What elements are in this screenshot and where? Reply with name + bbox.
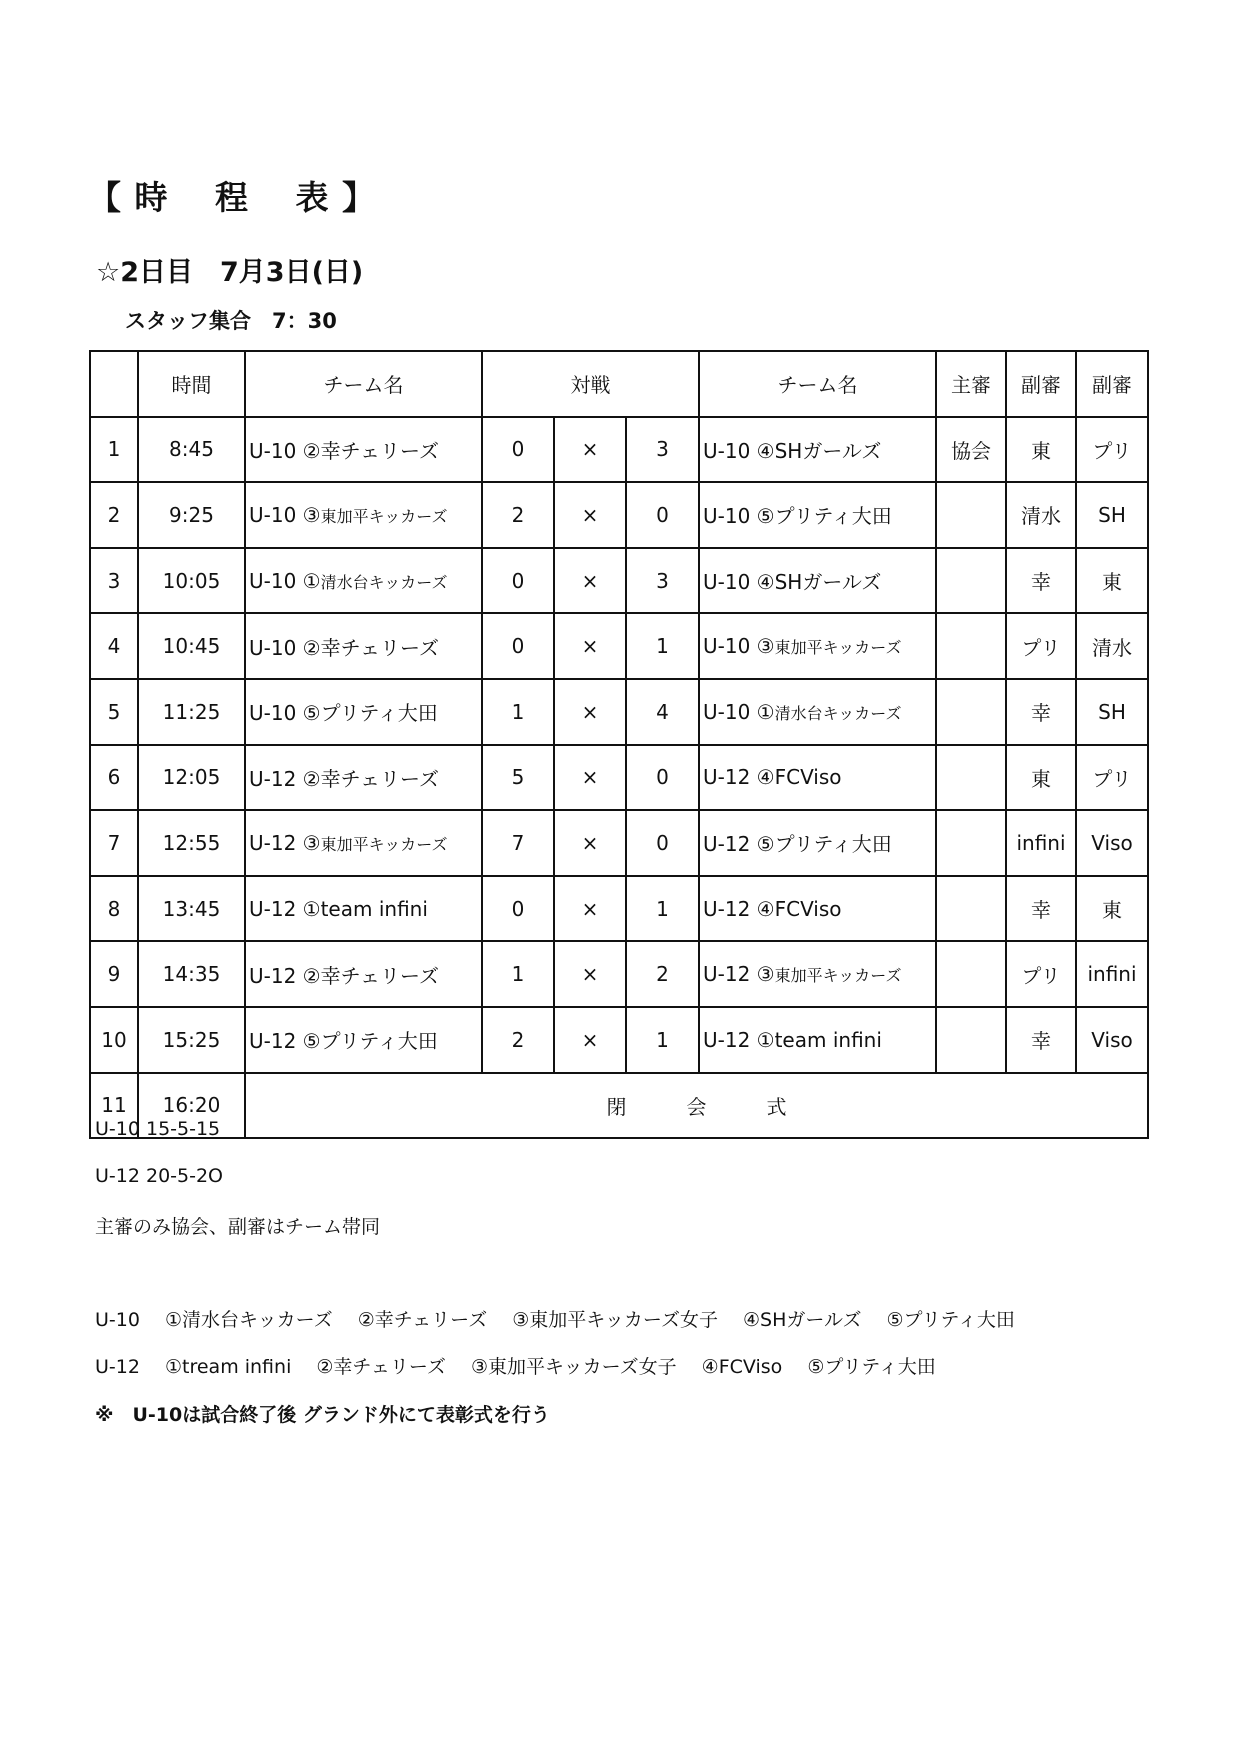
team-b-prefix: U-12 ④ xyxy=(703,896,775,921)
kickoff-time: 11:25 xyxy=(138,679,245,745)
team-a-cell xyxy=(245,613,482,679)
table-row xyxy=(90,1007,1148,1073)
team-a-prefix: U-10 ② xyxy=(249,635,321,660)
match-number: 1 xyxy=(90,417,138,483)
score-a: 2 xyxy=(482,482,554,548)
team-b-cell xyxy=(699,876,936,942)
match-number: 11 xyxy=(90,1073,138,1139)
versus-mark: × xyxy=(554,810,626,876)
score-b: 3 xyxy=(626,417,699,483)
team-b-prefix: U-10 ⑤ xyxy=(703,504,775,529)
schedule-body xyxy=(90,351,1148,1138)
team-a-prefix: U-12 ⑤ xyxy=(249,1029,321,1054)
score-a: 7 xyxy=(482,810,554,876)
header-no xyxy=(90,351,138,417)
team-a-cell xyxy=(245,417,482,483)
closing-row xyxy=(90,1073,1148,1139)
referee-note: 主審のみ協会、副審はチーム帯同 xyxy=(95,1216,381,1238)
team-b-cell xyxy=(699,613,936,679)
assistant-referee-2: SH xyxy=(1076,679,1148,745)
score-b: 0 xyxy=(626,810,699,876)
u10-team-list: U-10 ①清水台キッカーズ ②幸チェリーズ ③東加平キッカーズ女子 ④SHガールズ ⑤プリティ大田 xyxy=(95,1309,1015,1331)
assistant-referee-2: infini xyxy=(1076,941,1148,1007)
kickoff-time: 8:45 xyxy=(138,417,245,483)
table-row xyxy=(90,745,1148,811)
table-row xyxy=(90,679,1148,745)
team-a-prefix: U-12 ① xyxy=(249,896,321,921)
versus-mark: × xyxy=(554,613,626,679)
score-a: 5 xyxy=(482,745,554,811)
team-a-cell xyxy=(245,876,482,942)
match-number: 7 xyxy=(90,810,138,876)
versus-mark: × xyxy=(554,1007,626,1073)
header-referee: 主審 xyxy=(936,351,1006,417)
versus-mark: × xyxy=(554,679,626,745)
score-a: 0 xyxy=(482,613,554,679)
match-number: 8 xyxy=(90,876,138,942)
assistant-referee-2: 清水 xyxy=(1076,613,1148,679)
assistant-referee-2: プリ xyxy=(1076,417,1148,483)
team-a-prefix: U-12 ② xyxy=(249,766,321,791)
kickoff-time: 14:35 xyxy=(138,941,245,1007)
referee-cell xyxy=(936,482,1006,548)
match-number: 3 xyxy=(90,548,138,614)
assistant-referee-1: プリ xyxy=(1006,613,1076,679)
kickoff-time: 9:25 xyxy=(138,482,245,548)
header-team-b: チーム名 xyxy=(699,351,936,417)
closing-time: 16:20 xyxy=(138,1073,245,1139)
versus-mark: × xyxy=(554,876,626,942)
team-b-prefix: U-10 ④ xyxy=(703,438,775,463)
u12-team-list: U-12 ①tream infini ②幸チェリーズ ③東加平キッカーズ女子 ④FCViso ⑤プリティ大田 xyxy=(95,1356,936,1378)
versus-mark: × xyxy=(554,548,626,614)
team-b-name: プリティ大田 xyxy=(774,832,892,857)
page-title: 【 時 程 表 】 xyxy=(88,178,376,217)
referee-cell xyxy=(936,876,1006,942)
team-a-prefix: U-10 ⑤ xyxy=(249,701,321,726)
team-b-cell xyxy=(699,1007,936,1073)
score-b: 3 xyxy=(626,548,699,614)
assistant-referee-1: 幸 xyxy=(1006,548,1076,614)
team-a-name: 幸チェリーズ xyxy=(320,963,439,988)
team-b-cell xyxy=(699,679,936,745)
assistant-referee-1: プリ xyxy=(1006,941,1076,1007)
referee-cell xyxy=(936,810,1006,876)
match-number: 2 xyxy=(90,482,138,548)
referee-cell xyxy=(936,941,1006,1007)
team-a-cell xyxy=(245,810,482,876)
kickoff-time: 13:45 xyxy=(138,876,245,942)
score-a: 0 xyxy=(482,417,554,483)
team-a-cell xyxy=(245,482,482,548)
versus-mark: × xyxy=(554,941,626,1007)
team-b-cell xyxy=(699,482,936,548)
team-b-prefix: U-10 ④ xyxy=(703,570,775,595)
team-b-cell xyxy=(699,810,936,876)
score-b: 1 xyxy=(626,876,699,942)
team-a-cell xyxy=(245,1007,482,1073)
team-b-prefix: U-12 ③ xyxy=(703,962,775,987)
team-b-prefix: U-12 ④ xyxy=(703,765,775,790)
table-row xyxy=(90,810,1148,876)
assistant-referee-1: 幸 xyxy=(1006,876,1076,942)
referee-cell xyxy=(936,745,1006,811)
kickoff-time: 10:05 xyxy=(138,548,245,614)
versus-mark: × xyxy=(554,482,626,548)
score-a: 1 xyxy=(482,679,554,745)
team-a-name: 東加平キッカーズ xyxy=(320,834,448,854)
team-b-name: 清水台キッカーズ xyxy=(774,703,902,723)
team-b-name: FCViso xyxy=(774,765,842,790)
match-number: 6 xyxy=(90,745,138,811)
header-time: 時間 xyxy=(138,351,245,417)
score-b: 1 xyxy=(626,613,699,679)
assistant-referee-2: Viso xyxy=(1076,810,1148,876)
table-row xyxy=(90,941,1148,1007)
team-a-name: 幸チェリーズ xyxy=(320,766,439,791)
team-a-name: 幸チェリーズ xyxy=(320,438,439,463)
assistant-referee-1: 東 xyxy=(1006,417,1076,483)
staff-call-time: スタッフ集合 7：30 xyxy=(125,309,337,333)
header-assistant-2: 副審 xyxy=(1076,351,1148,417)
team-a-name: team infini xyxy=(320,896,428,921)
team-b-name: プリティ大田 xyxy=(774,504,892,529)
assistant-referee-1: 幸 xyxy=(1006,1007,1076,1073)
u12-format-note: U-12 20-5-2O xyxy=(95,1165,223,1187)
versus-mark: × xyxy=(554,745,626,811)
referee-cell xyxy=(936,1007,1006,1073)
team-b-cell xyxy=(699,745,936,811)
team-a-name: 東加平キッカーズ xyxy=(320,506,448,526)
referee-cell xyxy=(936,548,1006,614)
team-a-name: 幸チェリーズ xyxy=(320,635,439,660)
assistant-referee-1: 幸 xyxy=(1006,679,1076,745)
kickoff-time: 10:45 xyxy=(138,613,245,679)
team-a-prefix: U-10 ① xyxy=(249,568,321,593)
header-row xyxy=(90,351,1148,417)
referee-cell xyxy=(936,679,1006,745)
schedule-table xyxy=(89,350,1149,1139)
match-number: 5 xyxy=(90,679,138,745)
team-b-cell xyxy=(699,417,936,483)
team-b-cell xyxy=(699,941,936,1007)
match-number: 9 xyxy=(90,941,138,1007)
score-b: 0 xyxy=(626,482,699,548)
header-team-a: チーム名 xyxy=(245,351,482,417)
kickoff-time: 12:55 xyxy=(138,810,245,876)
team-b-name: FCViso xyxy=(774,896,842,921)
award-ceremony-note: ※ U-10は試合終了後 グランド外にて表彰式を行う xyxy=(95,1404,550,1426)
team-a-prefix: U-10 ② xyxy=(249,438,321,463)
score-b: 1 xyxy=(626,1007,699,1073)
score-b: 0 xyxy=(626,745,699,811)
match-number: 10 xyxy=(90,1007,138,1073)
assistant-referee-2: 東 xyxy=(1076,548,1148,614)
score-a: 0 xyxy=(482,548,554,614)
assistant-referee-1: 清水 xyxy=(1006,482,1076,548)
team-a-cell xyxy=(245,941,482,1007)
assistant-referee-2: プリ xyxy=(1076,745,1148,811)
table-row xyxy=(90,613,1148,679)
score-b: 2 xyxy=(626,941,699,1007)
assistant-referee-2: Viso xyxy=(1076,1007,1148,1073)
referee-cell: 協会 xyxy=(936,417,1006,483)
table-row xyxy=(90,548,1148,614)
team-b-name: 東加平キッカーズ xyxy=(774,966,902,986)
score-b: 4 xyxy=(626,679,699,745)
referee-cell xyxy=(936,613,1006,679)
team-b-prefix: U-10 ③ xyxy=(703,634,775,659)
kickoff-time: 15:25 xyxy=(138,1007,245,1073)
team-a-prefix: U-12 ② xyxy=(249,963,321,988)
team-a-cell xyxy=(245,548,482,614)
closing-ceremony-label: 閉 会 式 xyxy=(245,1073,1148,1139)
team-b-prefix: U-12 ⑤ xyxy=(703,832,775,857)
kickoff-time: 12:05 xyxy=(138,745,245,811)
header-assistant-1: 副審 xyxy=(1006,351,1076,417)
team-a-name: プリティ大田 xyxy=(320,701,438,726)
table-row xyxy=(90,876,1148,942)
score-a: 0 xyxy=(482,876,554,942)
team-a-name: プリティ大田 xyxy=(320,1029,438,1054)
team-b-name: team infini xyxy=(774,1027,882,1052)
team-a-cell xyxy=(245,745,482,811)
team-b-name: SHガールズ xyxy=(774,570,882,595)
team-a-prefix: U-10 ③ xyxy=(249,502,321,527)
team-a-name: 清水台キッカーズ xyxy=(320,572,448,592)
assistant-referee-1: 東 xyxy=(1006,745,1076,811)
assistant-referee-1: infini xyxy=(1006,810,1076,876)
table-row xyxy=(90,482,1148,548)
team-a-cell xyxy=(245,679,482,745)
assistant-referee-2: SH xyxy=(1076,482,1148,548)
versus-mark: × xyxy=(554,417,626,483)
score-a: 2 xyxy=(482,1007,554,1073)
team-b-prefix: U-12 ① xyxy=(703,1027,775,1052)
score-a: 1 xyxy=(482,941,554,1007)
team-a-prefix: U-12 ③ xyxy=(249,830,321,855)
team-b-prefix: U-10 ① xyxy=(703,699,775,724)
u10-format-note: U-10 15-5-15 xyxy=(95,1118,221,1140)
table-row xyxy=(90,417,1148,483)
team-b-name: SHガールズ xyxy=(774,438,882,463)
day-heading: ☆2日目 7月3日(日) xyxy=(96,257,364,288)
team-b-cell xyxy=(699,548,936,614)
assistant-referee-2: 東 xyxy=(1076,876,1148,942)
team-b-name: 東加平キッカーズ xyxy=(774,638,902,658)
header-match: 対戦 xyxy=(482,351,699,417)
match-number: 4 xyxy=(90,613,138,679)
